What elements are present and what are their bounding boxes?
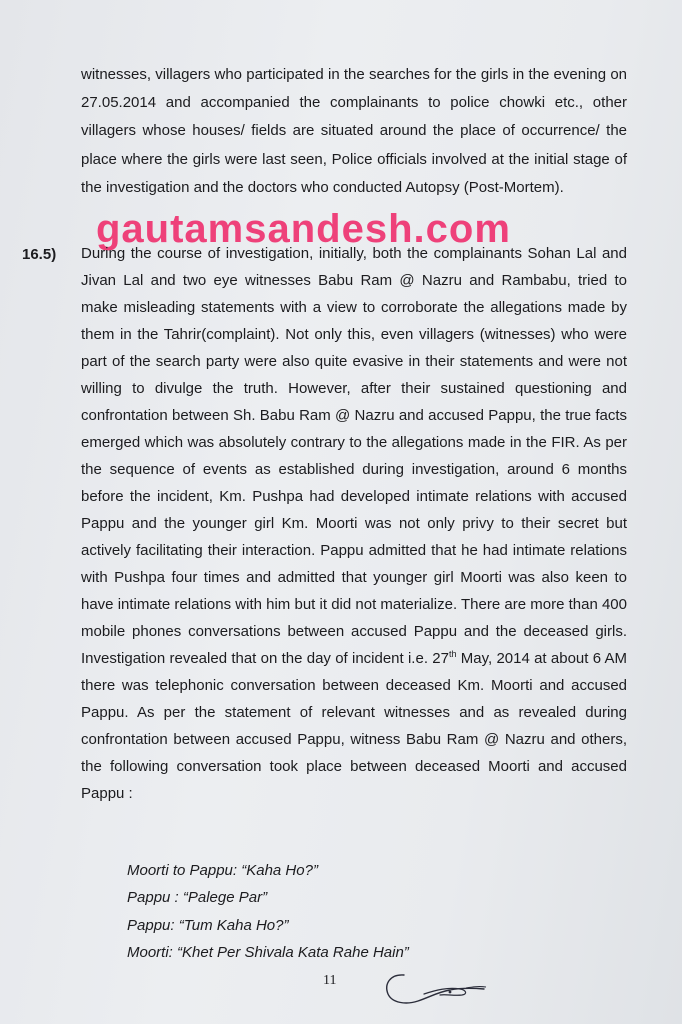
section-number: 16.5) [22,246,57,263]
signature-icon [380,968,490,1012]
paragraph-continuation: witnesses, villagers who participated in the searches for the girls in the evening on 27.05.2014 and accompanied the complainants to police chowki etc., other villagers whose houses/ fields are situated around the place of occurrence/ the place where the girls were last seen, Police officials involved at the initial stage of the investigation and the doctors who conducted Autopsy (Post-Mortem). [81,66,627,196]
paragraph-text-part1: During the course of investigation, initially, both the complainants Sohan Lal and Jivan Lal and two eye witnesses Babu Ram @ Nazru and Rambabu, tried to make misleading statements with a view to corroborate the allegations made by them in the Tahrir(complaint). Not only this, even villagers (witnesses) who were part of the search party were also quite evasive in their statements and were not willing to divulge the truth. However, after their sustained questioning and confrontation between Sh. Babu Ram @ Nazru and accused Pappu, the true facts emerged which was absolutely contrary to the allegations made in the FIR. As per the sequence of events as established during investigation, around 6 months before the incident, Km. Pushpa had developed intimate relations with accused Pappu and the younger girl Km. Moorti was not only privy to their secret but actively facilitating their interaction. Pappu admitted that he had intimate relations with Pushpa four times and admitted that younger girl Moorti was also keen to have intimate relations with him but it did not materialize. There are more than 400 mobile phones conversations between accused Pappu and the deceased girls. Investigation revealed that on the day of incident i.e. 27 [81,245,627,667]
paragraph-16-5 [81,240,627,807]
conversation-line: Pappu : “Palege Par” [127,889,268,907]
watermark: gautamsandesh.com [96,207,511,251]
superscript-th: th [448,649,457,659]
page-number: 11 [323,973,337,988]
paragraph-text-part2: May, 2014 at about 6 AM there was telephonic conversation between deceased Km. Moorti and accused Pappu. As per the statement of relevant witnesses and as revealed during confrontation between accused Pappu, witness Babu Ram @ Nazru and others, the following conversation took place between deceased Moorti and accused Pappu : [81,650,628,802]
conversation-line: Moorti to Pappu: “Kaha Ho?” [127,862,318,879]
conversation-block [127,857,409,966]
conversation-line: Pappu: “Tum Kaha Ho?” [127,916,289,934]
conversation-line: Moorti: “Khet Per Shivala Kata Rahe Hain” [127,943,409,961]
